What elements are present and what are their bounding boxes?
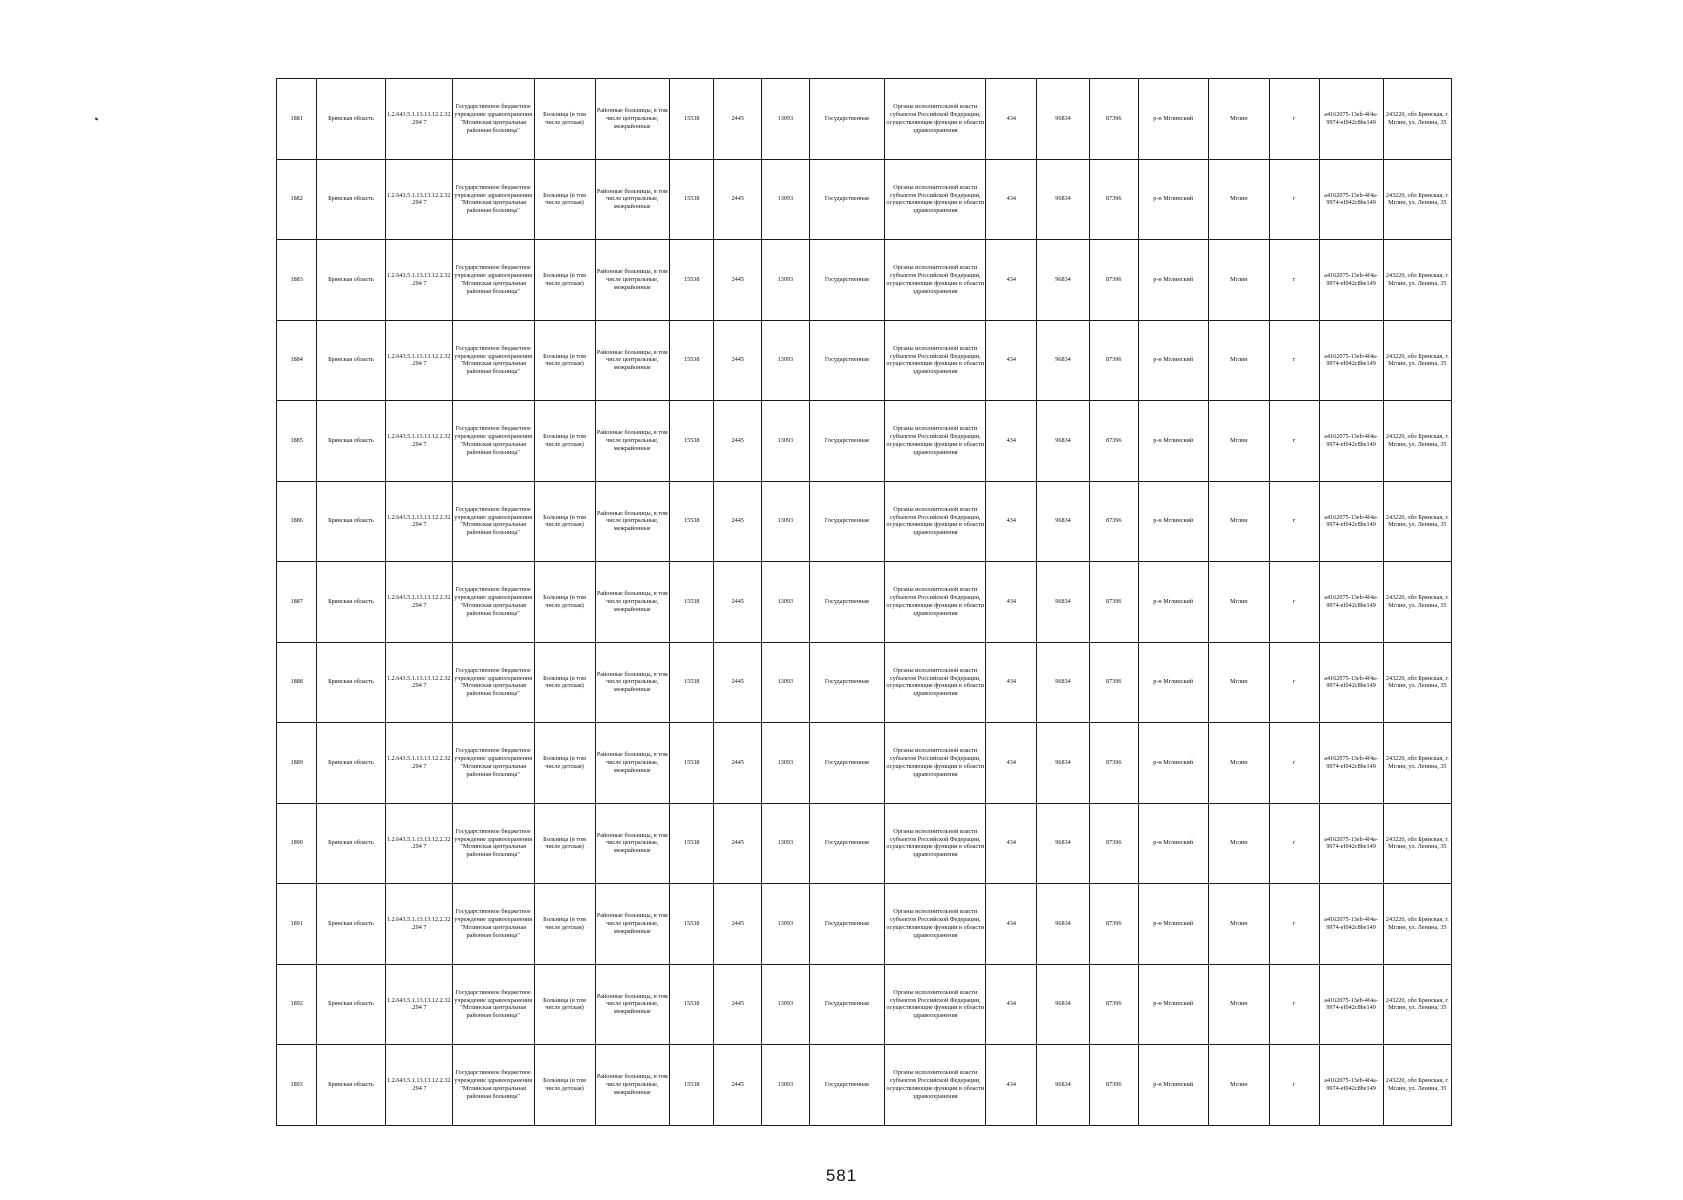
region-cell: Брянская область xyxy=(317,159,385,240)
city-cell: Мглин xyxy=(1208,562,1269,643)
category-cell: Районные больницы, в том числе центральные, межрайонные xyxy=(595,723,669,804)
region-cell: Брянская область xyxy=(317,884,385,965)
value-1-cell: 15538 xyxy=(670,964,714,1045)
value-6-cell: 87396 xyxy=(1089,642,1138,723)
address-cell: 243220, обл Брянская, г. Мглин, ул. Ленина, 35 xyxy=(1383,481,1451,562)
value-3-cell: 13093 xyxy=(762,562,810,643)
authority-cell: Органы исполнительной власти субъектов Российской Федерации, осуществляющие функции в области здравоохранения xyxy=(885,159,986,240)
value-4-cell: 434 xyxy=(986,240,1037,321)
city-cell: Мглин xyxy=(1208,79,1269,160)
value-4-cell: 434 xyxy=(986,481,1037,562)
value-3-cell: 13093 xyxy=(762,240,810,321)
code-cell: 1.2.643.5.1.13.13.12.2.32.294 7 xyxy=(385,884,452,965)
district-cell: р-н Мглинский xyxy=(1138,723,1208,804)
value-5-cell: 96834 xyxy=(1037,884,1090,965)
value-3-cell: 13093 xyxy=(762,1045,810,1126)
facility-type-cell: Больница (в том числе детская) xyxy=(534,79,595,160)
value-4-cell: 434 xyxy=(986,884,1037,965)
table-row xyxy=(277,481,1452,562)
region-cell: Брянская область xyxy=(317,723,385,804)
value-3-cell: 13093 xyxy=(762,723,810,804)
row-number-cell: 1882 xyxy=(277,159,317,240)
code-cell: 1.2.643.5.1.13.13.12.2.32.294 7 xyxy=(385,240,452,321)
category-cell: Районные больницы, в том числе центральные, межрайонные xyxy=(595,159,669,240)
value-5-cell: 96834 xyxy=(1037,481,1090,562)
code-cell: 1.2.643.5.1.13.13.12.2.32.294 7 xyxy=(385,964,452,1045)
city-cell: Мглин xyxy=(1208,803,1269,884)
value-2-cell: 2445 xyxy=(714,481,762,562)
guid-cell: a4162075-13eb-4f4a-9974-ef042c8be149 xyxy=(1319,723,1383,804)
table-row xyxy=(277,562,1452,643)
value-5-cell: 96834 xyxy=(1037,964,1090,1045)
facility-type-cell: Больница (в том числе детская) xyxy=(534,159,595,240)
value-2-cell: 2445 xyxy=(714,1045,762,1126)
value-6-cell: 87396 xyxy=(1089,884,1138,965)
authority-cell: Органы исполнительной власти субъектов Российской Федерации, осуществляющие функции в области здравоохранения xyxy=(885,1045,986,1126)
settlement-type-cell: г xyxy=(1269,481,1319,562)
value-5-cell: 96834 xyxy=(1037,320,1090,401)
row-number-cell: 1884 xyxy=(277,320,317,401)
ownership-cell: Государственная xyxy=(809,803,885,884)
value-1-cell: 15538 xyxy=(670,803,714,884)
value-4-cell: 434 xyxy=(986,401,1037,482)
value-5-cell: 96834 xyxy=(1037,240,1090,321)
scan-speck xyxy=(95,117,99,120)
value-2-cell: 2445 xyxy=(714,723,762,804)
value-3-cell: 13093 xyxy=(762,401,810,482)
ownership-cell: Государственная xyxy=(809,1045,885,1126)
value-6-cell: 87396 xyxy=(1089,1045,1138,1126)
page-number: 581 xyxy=(825,1166,858,1185)
row-number-cell: 1888 xyxy=(277,642,317,723)
facility-type-cell: Больница (в том числе детская) xyxy=(534,240,595,321)
value-1-cell: 15538 xyxy=(670,320,714,401)
table-row xyxy=(277,159,1452,240)
table-row xyxy=(277,1045,1452,1126)
row-number-cell: 1885 xyxy=(277,401,317,482)
guid-cell: a4162075-13eb-4f4a-9974-ef042c8be149 xyxy=(1319,401,1383,482)
settlement-type-cell: г xyxy=(1269,240,1319,321)
city-cell: Мглин xyxy=(1208,401,1269,482)
value-4-cell: 434 xyxy=(986,803,1037,884)
authority-cell: Органы исполнительной власти субъектов Российской Федерации, осуществляющие функции в области здравоохранения xyxy=(885,481,986,562)
guid-cell: a4162075-13eb-4f4a-9974-ef042c8be149 xyxy=(1319,1045,1383,1126)
region-cell: Брянская область xyxy=(317,803,385,884)
organization-name-cell: Государственное бюджетное учреждение здравоохранения "Мглинская центральная районная больница" xyxy=(452,1045,534,1126)
value-1-cell: 15538 xyxy=(670,240,714,321)
district-cell: р-н Мглинский xyxy=(1138,642,1208,723)
value-3-cell: 13093 xyxy=(762,884,810,965)
settlement-type-cell: г xyxy=(1269,964,1319,1045)
value-5-cell: 96834 xyxy=(1037,159,1090,240)
region-cell: Брянская область xyxy=(317,642,385,723)
address-cell: 243220, обл Брянская, г. Мглин, ул. Ленина, 35 xyxy=(1383,1045,1451,1126)
address-cell: 243220, обл Брянская, г. Мглин, ул. Ленина, 35 xyxy=(1383,159,1451,240)
table-row xyxy=(277,884,1452,965)
facility-type-cell: Больница (в том числе детская) xyxy=(534,964,595,1045)
district-cell: р-н Мглинский xyxy=(1138,562,1208,643)
value-3-cell: 13093 xyxy=(762,642,810,723)
value-1-cell: 15538 xyxy=(670,159,714,240)
address-cell: 243220, обл Брянская, г. Мглин, ул. Ленина, 35 xyxy=(1383,562,1451,643)
category-cell: Районные больницы, в том числе центральные, межрайонные xyxy=(595,562,669,643)
region-cell: Брянская область xyxy=(317,401,385,482)
value-2-cell: 2445 xyxy=(714,79,762,160)
row-number-cell: 1892 xyxy=(277,964,317,1045)
city-cell: Мглин xyxy=(1208,884,1269,965)
category-cell: Районные больницы, в том числе центральные, межрайонные xyxy=(595,964,669,1045)
address-cell: 243220, обл Брянская, г. Мглин, ул. Ленина, 35 xyxy=(1383,79,1451,160)
organization-name-cell: Государственное бюджетное учреждение здравоохранения "Мглинская центральная районная больница" xyxy=(452,481,534,562)
value-1-cell: 15538 xyxy=(670,642,714,723)
region-cell: Брянская область xyxy=(317,562,385,643)
city-cell: Мглин xyxy=(1208,320,1269,401)
authority-cell: Органы исполнительной власти субъектов Российской Федерации, осуществляющие функции в области здравоохранения xyxy=(885,320,986,401)
address-cell: 243220, обл Брянская, г. Мглин, ул. Ленина, 35 xyxy=(1383,642,1451,723)
guid-cell: a4162075-13eb-4f4a-9974-ef042c8be149 xyxy=(1319,159,1383,240)
city-cell: Мглин xyxy=(1208,964,1269,1045)
guid-cell: a4162075-13eb-4f4a-9974-ef042c8be149 xyxy=(1319,884,1383,965)
code-cell: 1.2.643.5.1.13.13.12.2.32.294 7 xyxy=(385,642,452,723)
code-cell: 1.2.643.5.1.13.13.12.2.32.294 7 xyxy=(385,401,452,482)
value-4-cell: 434 xyxy=(986,159,1037,240)
organization-name-cell: Государственное бюджетное учреждение здравоохранения "Мглинская центральная районная больница" xyxy=(452,723,534,804)
authority-cell: Органы исполнительной власти субъектов Российской Федерации, осуществляющие функции в области здравоохранения xyxy=(885,884,986,965)
row-number-cell: 1893 xyxy=(277,1045,317,1126)
organization-name-cell: Государственное бюджетное учреждение здравоохранения "Мглинская центральная районная больница" xyxy=(452,79,534,160)
ownership-cell: Государственная xyxy=(809,884,885,965)
region-cell: Брянская область xyxy=(317,240,385,321)
region-cell: Брянская область xyxy=(317,1045,385,1126)
authority-cell: Органы исполнительной власти субъектов Российской Федерации, осуществляющие функции в области здравоохранения xyxy=(885,562,986,643)
code-cell: 1.2.643.5.1.13.13.12.2.32.294 7 xyxy=(385,803,452,884)
organization-name-cell: Государственное бюджетное учреждение здравоохранения "Мглинская центральная районная больница" xyxy=(452,562,534,643)
table-row xyxy=(277,79,1452,160)
settlement-type-cell: г xyxy=(1269,79,1319,160)
code-cell: 1.2.643.5.1.13.13.12.2.32.294 7 xyxy=(385,481,452,562)
guid-cell: a4162075-13eb-4f4a-9974-ef042c8be149 xyxy=(1319,481,1383,562)
guid-cell: a4162075-13eb-4f4a-9974-ef042c8be149 xyxy=(1319,562,1383,643)
facility-type-cell: Больница (в том числе детская) xyxy=(534,723,595,804)
value-3-cell: 13093 xyxy=(762,803,810,884)
settlement-type-cell: г xyxy=(1269,884,1319,965)
facility-type-cell: Больница (в том числе детская) xyxy=(534,320,595,401)
value-2-cell: 2445 xyxy=(714,803,762,884)
settlement-type-cell: г xyxy=(1269,1045,1319,1126)
category-cell: Районные больницы, в том числе центральные, межрайонные xyxy=(595,320,669,401)
region-cell: Брянская область xyxy=(317,79,385,160)
ownership-cell: Государственная xyxy=(809,642,885,723)
table-row xyxy=(277,723,1452,804)
settlement-type-cell: г xyxy=(1269,159,1319,240)
category-cell: Районные больницы, в том числе центральные, межрайонные xyxy=(595,481,669,562)
organization-name-cell: Государственное бюджетное учреждение здравоохранения "Мглинская центральная районная больница" xyxy=(452,803,534,884)
organization-name-cell: Государственное бюджетное учреждение здравоохранения "Мглинская центральная районная больница" xyxy=(452,320,534,401)
organization-name-cell: Государственное бюджетное учреждение здравоохранения "Мглинская центральная районная больница" xyxy=(452,642,534,723)
address-cell: 243220, обл Брянская, г. Мглин, ул. Ленина, 35 xyxy=(1383,803,1451,884)
ownership-cell: Государственная xyxy=(809,964,885,1045)
value-4-cell: 434 xyxy=(986,562,1037,643)
city-cell: Мглин xyxy=(1208,159,1269,240)
address-cell: 243220, обл Брянская, г. Мглин, ул. Ленина, 35 xyxy=(1383,884,1451,965)
registry-body xyxy=(277,79,1452,1126)
value-5-cell: 96834 xyxy=(1037,1045,1090,1126)
table-row xyxy=(277,401,1452,482)
value-2-cell: 2445 xyxy=(714,964,762,1045)
value-6-cell: 87396 xyxy=(1089,562,1138,643)
guid-cell: a4162075-13eb-4f4a-9974-ef042c8be149 xyxy=(1319,79,1383,160)
registry-table xyxy=(276,78,1452,1126)
code-cell: 1.2.643.5.1.13.13.12.2.32.294 7 xyxy=(385,1045,452,1126)
row-number-cell: 1886 xyxy=(277,481,317,562)
value-6-cell: 87396 xyxy=(1089,240,1138,321)
row-number-cell: 1881 xyxy=(277,79,317,160)
value-5-cell: 96834 xyxy=(1037,642,1090,723)
settlement-type-cell: г xyxy=(1269,642,1319,723)
facility-type-cell: Больница (в том числе детская) xyxy=(534,481,595,562)
ownership-cell: Государственная xyxy=(809,562,885,643)
value-1-cell: 15538 xyxy=(670,79,714,160)
authority-cell: Органы исполнительной власти субъектов Российской Федерации, осуществляющие функции в области здравоохранения xyxy=(885,642,986,723)
value-6-cell: 87396 xyxy=(1089,964,1138,1045)
district-cell: р-н Мглинский xyxy=(1138,79,1208,160)
value-1-cell: 15538 xyxy=(670,723,714,804)
value-5-cell: 96834 xyxy=(1037,562,1090,643)
region-cell: Брянская область xyxy=(317,481,385,562)
value-2-cell: 2445 xyxy=(714,401,762,482)
city-cell: Мглин xyxy=(1208,240,1269,321)
value-2-cell: 2445 xyxy=(714,240,762,321)
value-3-cell: 13093 xyxy=(762,964,810,1045)
facility-type-cell: Больница (в том числе детская) xyxy=(534,803,595,884)
registry-sheet xyxy=(276,78,1452,1126)
value-2-cell: 2445 xyxy=(714,642,762,723)
ownership-cell: Государственная xyxy=(809,240,885,321)
authority-cell: Органы исполнительной власти субъектов Российской Федерации, осуществляющие функции в области здравоохранения xyxy=(885,723,986,804)
organization-name-cell: Государственное бюджетное учреждение здравоохранения "Мглинская центральная районная больница" xyxy=(452,159,534,240)
authority-cell: Органы исполнительной власти субъектов Российской Федерации, осуществляющие функции в области здравоохранения xyxy=(885,964,986,1045)
region-cell: Брянская область xyxy=(317,320,385,401)
authority-cell: Органы исполнительной власти субъектов Российской Федерации, осуществляющие функции в области здравоохранения xyxy=(885,79,986,160)
organization-name-cell: Государственное бюджетное учреждение здравоохранения "Мглинская центральная районная больница" xyxy=(452,884,534,965)
city-cell: Мглин xyxy=(1208,1045,1269,1126)
value-3-cell: 13093 xyxy=(762,79,810,160)
settlement-type-cell: г xyxy=(1269,803,1319,884)
guid-cell: a4162075-13eb-4f4a-9974-ef042c8be149 xyxy=(1319,803,1383,884)
value-4-cell: 434 xyxy=(986,1045,1037,1126)
address-cell: 243220, обл Брянская, г. Мглин, ул. Ленина, 35 xyxy=(1383,401,1451,482)
value-1-cell: 15538 xyxy=(670,481,714,562)
category-cell: Районные больницы, в том числе центральные, межрайонные xyxy=(595,240,669,321)
district-cell: р-н Мглинский xyxy=(1138,964,1208,1045)
value-6-cell: 87396 xyxy=(1089,723,1138,804)
value-1-cell: 15538 xyxy=(670,401,714,482)
code-cell: 1.2.643.5.1.13.13.12.2.32.294 7 xyxy=(385,723,452,804)
ownership-cell: Государственная xyxy=(809,481,885,562)
guid-cell: a4162075-13eb-4f4a-9974-ef042c8be149 xyxy=(1319,320,1383,401)
value-6-cell: 87396 xyxy=(1089,401,1138,482)
value-1-cell: 15538 xyxy=(670,1045,714,1126)
code-cell: 1.2.643.5.1.13.13.12.2.32.294 7 xyxy=(385,562,452,643)
value-2-cell: 2445 xyxy=(714,884,762,965)
code-cell: 1.2.643.5.1.13.13.12.2.32.294 7 xyxy=(385,159,452,240)
value-6-cell: 87396 xyxy=(1089,79,1138,160)
value-3-cell: 13093 xyxy=(762,320,810,401)
value-5-cell: 96834 xyxy=(1037,401,1090,482)
row-number-cell: 1887 xyxy=(277,562,317,643)
value-4-cell: 434 xyxy=(986,79,1037,160)
district-cell: р-н Мглинский xyxy=(1138,320,1208,401)
category-cell: Районные больницы, в том числе центральные, межрайонные xyxy=(595,642,669,723)
ownership-cell: Государственная xyxy=(809,320,885,401)
value-5-cell: 96834 xyxy=(1037,79,1090,160)
value-5-cell: 96834 xyxy=(1037,803,1090,884)
row-number-cell: 1889 xyxy=(277,723,317,804)
table-row xyxy=(277,320,1452,401)
code-cell: 1.2.643.5.1.13.13.12.2.32.294 7 xyxy=(385,79,452,160)
ownership-cell: Государственная xyxy=(809,159,885,240)
facility-type-cell: Больница (в том числе детская) xyxy=(534,562,595,643)
district-cell: р-н Мглинский xyxy=(1138,803,1208,884)
district-cell: р-н Мглинский xyxy=(1138,159,1208,240)
table-row xyxy=(277,803,1452,884)
value-2-cell: 2445 xyxy=(714,562,762,643)
value-6-cell: 87396 xyxy=(1089,159,1138,240)
category-cell: Районные больницы, в том числе центральные, межрайонные xyxy=(595,1045,669,1126)
value-5-cell: 96834 xyxy=(1037,723,1090,804)
ownership-cell: Государственная xyxy=(809,401,885,482)
district-cell: р-н Мглинский xyxy=(1138,240,1208,321)
city-cell: Мглин xyxy=(1208,481,1269,562)
settlement-type-cell: г xyxy=(1269,401,1319,482)
value-4-cell: 434 xyxy=(986,320,1037,401)
value-3-cell: 13093 xyxy=(762,159,810,240)
value-2-cell: 2445 xyxy=(714,159,762,240)
address-cell: 243220, обл Брянская, г. Мглин, ул. Ленина, 35 xyxy=(1383,723,1451,804)
value-6-cell: 87396 xyxy=(1089,481,1138,562)
authority-cell: Органы исполнительной власти субъектов Российской Федерации, осуществляющие функции в области здравоохранения xyxy=(885,240,986,321)
table-row xyxy=(277,240,1452,321)
value-6-cell: 87396 xyxy=(1089,320,1138,401)
value-2-cell: 2445 xyxy=(714,320,762,401)
category-cell: Районные больницы, в том числе центральные, межрайонные xyxy=(595,884,669,965)
authority-cell: Органы исполнительной власти субъектов Российской Федерации, осуществляющие функции в области здравоохранения xyxy=(885,401,986,482)
guid-cell: a4162075-13eb-4f4a-9974-ef042c8be149 xyxy=(1319,240,1383,321)
guid-cell: a4162075-13eb-4f4a-9974-ef042c8be149 xyxy=(1319,964,1383,1045)
settlement-type-cell: г xyxy=(1269,723,1319,804)
organization-name-cell: Государственное бюджетное учреждение здравоохранения "Мглинская центральная районная больница" xyxy=(452,240,534,321)
table-row xyxy=(277,642,1452,723)
settlement-type-cell: г xyxy=(1269,320,1319,401)
value-3-cell: 13093 xyxy=(762,481,810,562)
value-4-cell: 434 xyxy=(986,723,1037,804)
facility-type-cell: Больница (в том числе детская) xyxy=(534,401,595,482)
code-cell: 1.2.643.5.1.13.13.12.2.32.294 7 xyxy=(385,320,452,401)
organization-name-cell: Государственное бюджетное учреждение здравоохранения "Мглинская центральная районная больница" xyxy=(452,401,534,482)
guid-cell: a4162075-13eb-4f4a-9974-ef042c8be149 xyxy=(1319,642,1383,723)
value-4-cell: 434 xyxy=(986,642,1037,723)
district-cell: р-н Мглинский xyxy=(1138,401,1208,482)
facility-type-cell: Больница (в том числе детская) xyxy=(534,884,595,965)
value-1-cell: 15538 xyxy=(670,562,714,643)
facility-type-cell: Больница (в том числе детская) xyxy=(534,1045,595,1126)
value-6-cell: 87396 xyxy=(1089,803,1138,884)
row-number-cell: 1883 xyxy=(277,240,317,321)
row-number-cell: 1890 xyxy=(277,803,317,884)
category-cell: Районные больницы, в том числе центральные, межрайонные xyxy=(595,79,669,160)
settlement-type-cell: г xyxy=(1269,562,1319,643)
address-cell: 243220, обл Брянская, г. Мглин, ул. Ленина, 35 xyxy=(1383,240,1451,321)
category-cell: Районные больницы, в том числе центральные, межрайонные xyxy=(595,401,669,482)
address-cell: 243220, обл Брянская, г. Мглин, ул. Ленина, 35 xyxy=(1383,320,1451,401)
row-number-cell: 1891 xyxy=(277,884,317,965)
district-cell: р-н Мглинский xyxy=(1138,481,1208,562)
table-row xyxy=(277,964,1452,1045)
district-cell: р-н Мглинский xyxy=(1138,884,1208,965)
ownership-cell: Государственная xyxy=(809,79,885,160)
city-cell: Мглин xyxy=(1208,723,1269,804)
facility-type-cell: Больница (в том числе детская) xyxy=(534,642,595,723)
category-cell: Районные больницы, в том числе центральные, межрайонные xyxy=(595,803,669,884)
organization-name-cell: Государственное бюджетное учреждение здравоохранения "Мглинская центральная районная больница" xyxy=(452,964,534,1045)
value-1-cell: 15538 xyxy=(670,884,714,965)
ownership-cell: Государственная xyxy=(809,723,885,804)
authority-cell: Органы исполнительной власти субъектов Российской Федерации, осуществляющие функции в области здравоохранения xyxy=(885,803,986,884)
value-4-cell: 434 xyxy=(986,964,1037,1045)
region-cell: Брянская область xyxy=(317,964,385,1045)
address-cell: 243220, обл Брянская, г. Мглин, ул. Ленина, 35 xyxy=(1383,964,1451,1045)
district-cell: р-н Мглинский xyxy=(1138,1045,1208,1126)
city-cell: Мглин xyxy=(1208,642,1269,723)
